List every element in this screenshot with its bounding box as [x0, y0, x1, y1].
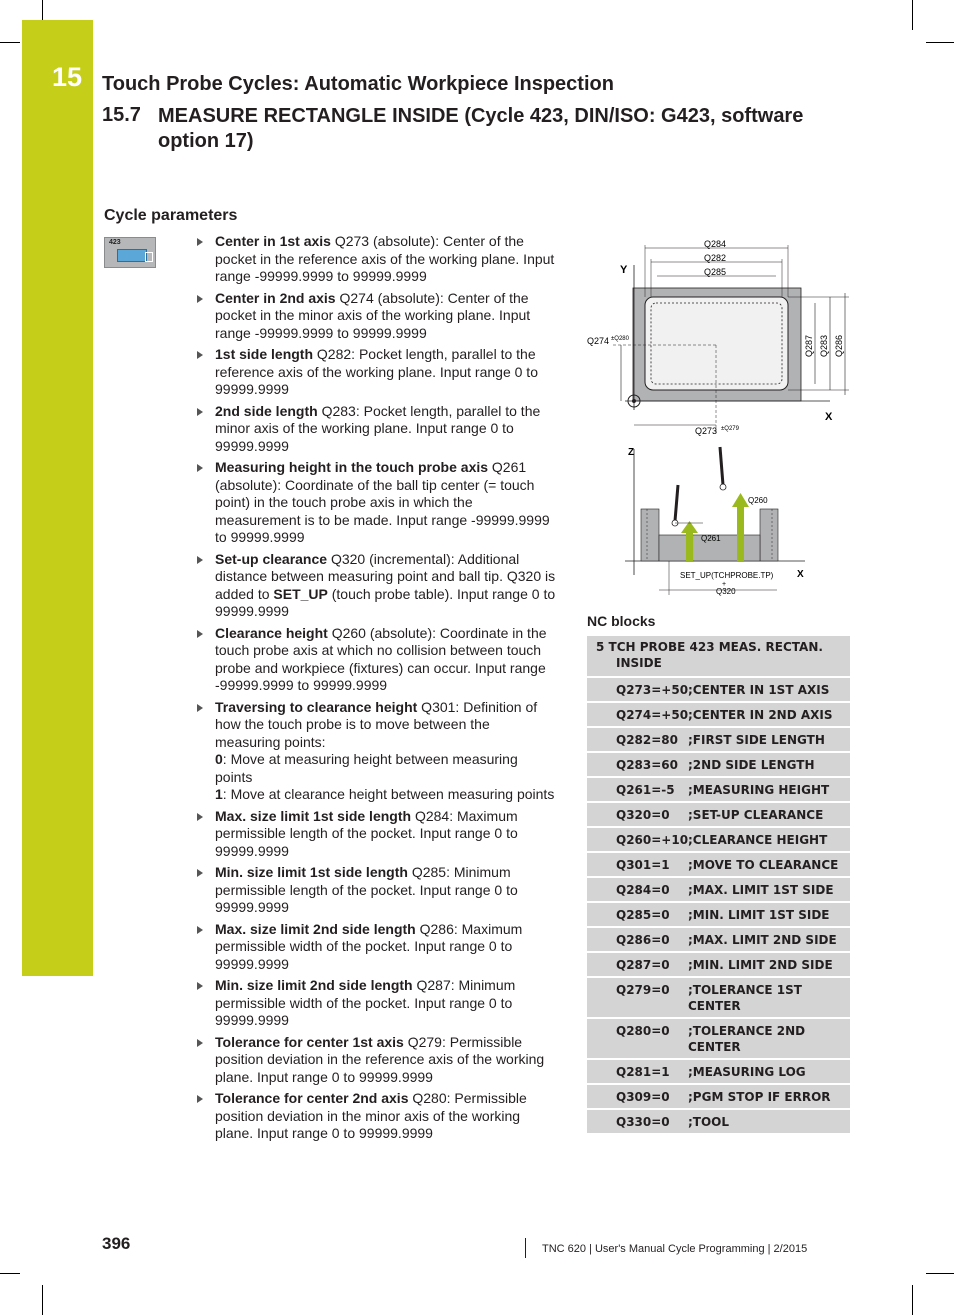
- cycle-423-softkey-icon: [104, 237, 156, 268]
- nc-param: Q330=0: [616, 1115, 670, 1129]
- dim-label: Q282: [704, 253, 727, 263]
- list-item: [196, 921, 558, 974]
- bullet-triangle-icon: [197, 1095, 203, 1103]
- list-item: [196, 1090, 558, 1143]
- list-item: [196, 551, 558, 621]
- nc-param: Q280=0: [616, 1024, 670, 1038]
- param-text: Q279: Permissible position deviation in the reference axis of the working plane. Input range 0 to 99999.9999: [215, 1033, 545, 1085]
- nc-param: Q285=0: [616, 908, 670, 922]
- dim-label-tol: ±Q279: [721, 426, 739, 432]
- setup-q320: Q320: [716, 587, 736, 596]
- cycle-icon-label: 423: [109, 239, 121, 246]
- table-row: [587, 853, 850, 878]
- nc-comment: ;CENTER IN 1ST AXIS: [688, 683, 830, 697]
- table-row: [587, 1110, 850, 1135]
- param-text: (touch probe table). Input range 0 to 99999.9999: [215, 585, 556, 619]
- chapter-tab: [22, 20, 93, 976]
- page-number: 396: [102, 1234, 131, 1253]
- param-text: Q274 (absolute): Center of the pocket in the minor axis of the working plane. Input range -99999.9999 to 99999.9999: [215, 289, 531, 341]
- nc-comment: ;MAX. LIMIT 2ND SIDE: [688, 933, 837, 947]
- list-item: [196, 459, 558, 547]
- section-number: 15.7: [102, 104, 141, 126]
- section-title: MEASURE RECTANGLE INSIDE (Cycle 423, DIN/ISO: G423, software option 17): [158, 105, 804, 152]
- nc-table-header: [587, 636, 850, 678]
- param-name: Tolerance for center 2nd axis: [215, 1090, 409, 1106]
- bullet-triangle-icon: [197, 982, 203, 990]
- arrow-q260-shaft: [737, 507, 744, 561]
- bullet-triangle-icon: [197, 869, 203, 877]
- crop-mark: [42, 0, 43, 20]
- nc-comment: ;MOVE TO CLEARANCE: [688, 858, 839, 872]
- nc-comment: ;FIRST SIDE LENGTH: [688, 733, 825, 747]
- arrow-q261-shaft: [686, 533, 693, 561]
- dim-label: Q274: [587, 336, 610, 346]
- nc-comment: ;CLEARANCE HEIGHT: [688, 833, 828, 847]
- param-name: Center in 1st axis: [215, 233, 331, 249]
- dim-label: Q273: [695, 426, 718, 436]
- nc-param: Q260=+10: [616, 833, 689, 847]
- nc-comment: ;PGM STOP IF ERROR: [688, 1090, 831, 1104]
- setup-label: SET_UP(TCHPROBE.TP): [680, 571, 774, 580]
- option-text: : Move at measuring height between measuring points: [215, 751, 518, 785]
- nc-param: Q274=+50: [616, 708, 689, 722]
- crop-mark: [926, 42, 954, 43]
- bullet-triangle-icon: [197, 238, 203, 246]
- axis-label-x: X: [825, 411, 833, 423]
- param-text: Q287: Minimum permissible width of the pocket. Input range 0 to 99999.9999: [215, 977, 516, 1028]
- dim-label: Q284: [704, 239, 727, 249]
- nc-param: Q261=-5: [616, 783, 675, 797]
- cycle-diagram: [585, 235, 855, 605]
- nc-header-line: 5 TCH PROBE 423 MEAS. RECTAN.: [596, 640, 823, 654]
- footer-text: TNC 620 | User's Manual Cycle Programming | 2/2015: [542, 1243, 808, 1255]
- table-row: [587, 1085, 850, 1110]
- list-item: [196, 290, 558, 343]
- pocket-outline: [645, 297, 788, 390]
- nc-param: Q320=0: [616, 808, 670, 822]
- param-name: 1st side length: [215, 346, 314, 362]
- setup-plus: +: [722, 581, 727, 588]
- pocket-outline-icon: [145, 252, 153, 262]
- param-name: Clearance height: [215, 624, 328, 641]
- list-item: [196, 808, 558, 861]
- param-name: Traversing to clearance height: [215, 698, 418, 715]
- param-name: Center in 2nd axis: [215, 289, 336, 306]
- nc-blocks-heading: NC blocks: [587, 613, 656, 629]
- chapter-number: 15: [52, 62, 83, 92]
- bullet-triangle-icon: [197, 556, 203, 564]
- table-row: [587, 1019, 850, 1060]
- list-item: [196, 625, 558, 695]
- dim-label: Q287: [804, 334, 814, 357]
- top-view: [587, 239, 849, 436]
- arrow-q260-head: [732, 493, 749, 507]
- param-text: Q260 (absolute): Coordinate in the touch probe axis at which no collision between touch probe and workpiece (fixtures) can occur. Input range -99999.9999 to 99999.9999: [215, 624, 547, 693]
- nc-param: Q283=60: [616, 758, 679, 772]
- crop-mark: [42, 1285, 43, 1315]
- bullet-triangle-icon: [197, 464, 203, 472]
- crop-mark: [0, 1273, 20, 1274]
- nc-comment: ;TOLERANCE 2ND CENTER: [688, 1024, 806, 1054]
- table-row: [587, 728, 850, 753]
- nc-param: Q286=0: [616, 933, 670, 947]
- dim-label: Q261: [701, 534, 721, 543]
- bullet-triangle-icon: [197, 1039, 203, 1047]
- option-key: 0: [215, 751, 223, 767]
- nc-param: Q309=0: [616, 1090, 670, 1104]
- option-key: 1: [215, 786, 223, 802]
- table-row: [587, 803, 850, 828]
- table-row: [587, 928, 850, 953]
- nc-comment: ;SET-UP CLEARANCE: [688, 808, 824, 822]
- param-name: Max. size limit 2nd side length: [215, 920, 416, 937]
- axis-label-x: X: [797, 569, 804, 580]
- nc-comment: ;TOOL: [688, 1115, 730, 1129]
- workpiece-left-wall: [641, 509, 659, 561]
- nc-comment: ;MEASURING HEIGHT: [688, 783, 830, 797]
- nc-param: Q284=0: [616, 883, 670, 897]
- table-row: [587, 678, 850, 703]
- param-text: Q286: Maximum permissible width of the pocket. Input range 0 to 99999.9999: [215, 920, 523, 972]
- param-name: Tolerance for center 1st axis: [215, 1033, 404, 1050]
- param-name: Set-up clearance: [215, 550, 328, 567]
- footer-divider: [525, 1238, 526, 1258]
- bullet-triangle-icon: [197, 295, 203, 303]
- nc-param: Q287=0: [616, 958, 670, 972]
- nc-param: Q273=+50: [616, 683, 689, 697]
- bullet-triangle-icon: [197, 408, 203, 416]
- param-text: Q301: Definition of how the touch probe is to move between the measuring points:: [215, 698, 538, 750]
- param-name: Min. size limit 2nd side length: [215, 977, 413, 993]
- nc-comment: ;MIN. LIMIT 1ST SIDE: [688, 908, 830, 922]
- param-text: Q285: Minimum permissible length of the pocket. Input range 0 to 99999.9999: [215, 864, 518, 915]
- list-item: [196, 1034, 558, 1087]
- crop-mark: [0, 42, 20, 43]
- dim-label: Q283: [819, 334, 829, 357]
- table-row: [587, 953, 850, 978]
- bullet-triangle-icon: [197, 813, 203, 821]
- axis-label-z: Z: [628, 447, 635, 458]
- probe-ball-top: [720, 484, 726, 490]
- cycle-parameters-heading: Cycle parameters: [104, 207, 238, 224]
- nc-comment: ;MIN. LIMIT 2ND SIDE: [688, 958, 833, 972]
- param-name: 2nd side length: [215, 402, 318, 419]
- nc-param: Q279=0: [616, 983, 670, 997]
- param-name: Min. size limit 1st side length: [215, 864, 408, 880]
- side-view: [625, 447, 805, 596]
- list-item: [196, 977, 558, 1030]
- chapter-title: Touch Probe Cycles: Automatic Workpiece Inspection: [102, 73, 614, 95]
- nc-comment: ;TOLERANCE 1ST CENTER: [688, 983, 802, 1013]
- param-text: Q282: Pocket length, parallel to the reference axis of the working plane. Input range 0 to 99999.9999: [215, 346, 538, 397]
- axis-label-y: Y: [620, 264, 628, 276]
- probe-stylus-left: [675, 485, 678, 521]
- table-row: [587, 703, 850, 728]
- table-row: [587, 753, 850, 778]
- dim-label: Q285: [704, 267, 727, 277]
- nc-comment: ;2ND SIDE LENGTH: [688, 758, 815, 772]
- nc-header-line: INSIDE: [616, 656, 662, 670]
- list-item: [196, 403, 558, 456]
- table-row: [587, 1060, 850, 1085]
- list-item: [196, 699, 558, 804]
- nc-blocks-table: [587, 636, 850, 1135]
- crop-mark: [926, 1273, 954, 1274]
- list-item: [196, 233, 558, 286]
- option-text: : Move at clearance height between measuring points: [222, 786, 555, 802]
- param-text: Q283: Pocket length, parallel to the minor axis of the working plane. Input range 0 to 99999.9999: [215, 402, 541, 454]
- workpiece-right-wall: [760, 509, 778, 561]
- table-row: [587, 778, 850, 803]
- nc-param: Q301=1: [616, 858, 670, 872]
- nc-param: Q281=1: [616, 1065, 670, 1079]
- parameter-list: [196, 233, 558, 1147]
- bullet-triangle-icon: [197, 630, 203, 638]
- probe-stylus-top: [720, 447, 723, 485]
- param-name: Measuring height in the touch probe axis: [215, 459, 489, 475]
- param-inline-bold: SET_UP: [273, 585, 328, 602]
- param-text: Q280: Permissible position deviation in the minor axis of the working plane. Input range 0 to 99999.9999: [215, 1090, 527, 1141]
- table-row: [587, 828, 850, 853]
- table-row: [587, 978, 850, 1019]
- pocket-icon: [117, 249, 147, 262]
- bullet-triangle-icon: [197, 926, 203, 934]
- dim-label-tol: ±Q280: [611, 336, 629, 342]
- param-text: Q320 (incremental): Additional distance between measuring point and ball tip. Q320 is added to: [215, 550, 556, 602]
- list-item: [196, 346, 558, 399]
- nc-comment: ;MAX. LIMIT 1ST SIDE: [688, 883, 834, 897]
- param-text: Q284: Maximum permissible length of the pocket. Input range 0 to 99999.9999: [215, 807, 518, 859]
- crop-mark: [912, 0, 913, 30]
- param-text: Q261 (absolute): Coordinate of the ball tip center (= touch point) in the touch probe axis in which the measurement is to be made. Input range -99999.9999 to 99999.9999: [215, 459, 550, 545]
- table-row: [587, 878, 850, 903]
- param-name: Max. size limit 1st side length: [215, 807, 412, 824]
- crop-mark: [912, 1285, 913, 1315]
- dim-label: Q286: [834, 334, 844, 357]
- origin-dot: [632, 399, 636, 403]
- bullet-triangle-icon: [197, 704, 203, 712]
- list-item: [196, 864, 558, 917]
- param-text: Q273 (absolute): Center of the pocket in the reference axis of the working plane. Input range -99999.9999 to 99999.9999: [215, 233, 555, 284]
- nc-comment: ;MEASURING LOG: [688, 1065, 806, 1079]
- bullet-triangle-icon: [197, 351, 203, 359]
- dim-label: Q260: [748, 496, 768, 505]
- nc-comment: ;CENTER IN 2ND AXIS: [688, 708, 833, 722]
- nc-param: Q282=80: [616, 733, 679, 747]
- table-row: [587, 903, 850, 928]
